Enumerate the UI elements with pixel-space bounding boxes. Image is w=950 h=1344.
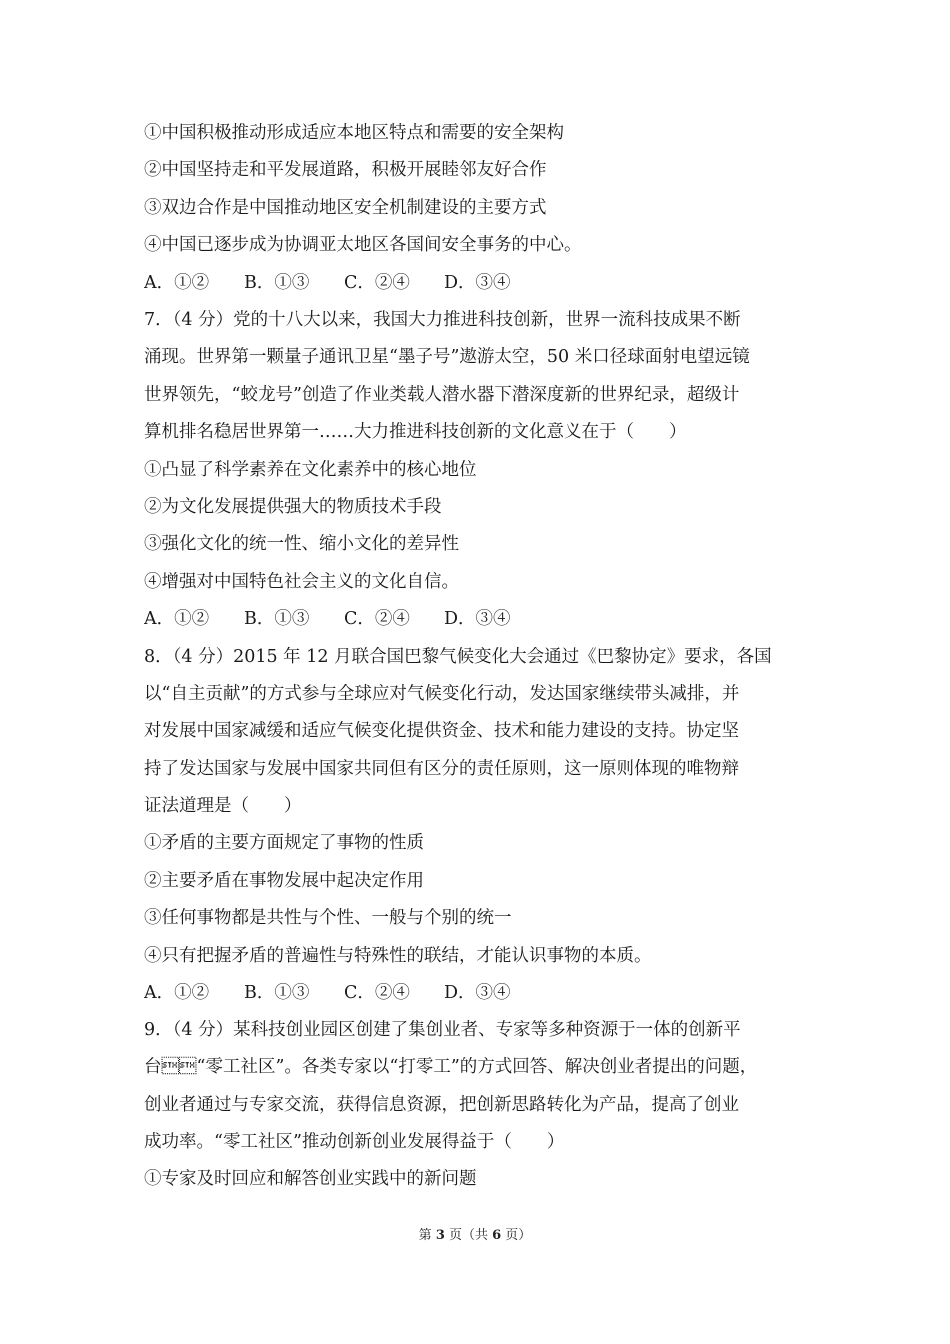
choice-a: A．①② — [144, 609, 210, 629]
footer-suffix: 页） — [501, 1228, 532, 1243]
q7-option-3: ③强化文化的统一性、缩小文化的差异性 — [144, 534, 459, 554]
q8-stem-line-5: 证法道理是（ ） — [144, 796, 302, 816]
q9-stem-line-2: 台“零工社区”。各类专家以“打零工”的方式回答、解决创业者提出的问题， — [144, 1057, 758, 1077]
q8-stem-line-1: 8．（4 分）2015 年 12 月联合国巴黎气候变化大会通过《巴黎协定》要求，各国 — [144, 647, 772, 667]
q8-option-4: ④只有把握矛盾的普遍性与特殊性的联结，才能认识事物的本质。 — [144, 946, 652, 966]
choice-d: D．③④ — [444, 273, 511, 293]
q6-answer-choices — [144, 271, 814, 295]
q8-stem-line-3: 对发展中国家减缓和适应气候变化提供资金、技术和能力建设的支持。协定坚 — [144, 721, 739, 741]
q8-option-1: ①矛盾的主要方面规定了事物的性质 — [144, 833, 424, 853]
q6-option-1: ①中国积极推动形成适应本地区特点和需要的安全架构 — [144, 123, 564, 143]
footer-total-pages: 6 — [492, 1228, 502, 1243]
q7-stem-line-2: 涌现。世界第一颗量子通讯卫星“墨子号”遨游太空，50 米口径球面射电望远镜 — [144, 347, 750, 367]
choice-a: A．①② — [144, 273, 210, 293]
choice-d: D．③④ — [444, 609, 511, 629]
q9-stem-line-1: 9．（4 分）某科技创业园区创建了集创业者、专家等多种资源于一体的创新平 — [144, 1020, 741, 1040]
q6-option-3: ③双边合作是中国推动地区安全机制建设的主要方式 — [144, 198, 547, 218]
choice-c: C．②④ — [344, 273, 410, 293]
choice-d: D．③④ — [444, 983, 511, 1003]
choice-b: B．①③ — [244, 273, 310, 293]
choice-c: C．②④ — [344, 609, 410, 629]
q7-option-1: ①凸显了科学素养在文化素养中的核心地位 — [144, 460, 477, 480]
q6-option-4: ④中国已逐步成为协调亚太地区各国间安全事务的中心。 — [144, 235, 582, 255]
q7-stem-line-1: 7．（4 分）党的十八大以来，我国大力推进科技创新，世界一流科技成果不断 — [144, 310, 741, 330]
q7-stem-line-4: 算机排名稳居世界第一……大力推进科技创新的文化意义在于（ ） — [144, 422, 687, 442]
q7-answer-choices — [144, 607, 814, 631]
q8-option-2: ②主要矛盾在事物发展中起决定作用 — [144, 871, 424, 891]
q7-option-2: ②为文化发展提供强大的物质技术手段 — [144, 497, 442, 517]
q8-stem-line-2: 以“自主贡献”的方式参与全球应对气候变化行动，发达国家继续带头减排，并 — [144, 684, 740, 704]
footer-prefix: 第 — [418, 1228, 436, 1243]
footer-page-number: 3 — [435, 1228, 445, 1243]
choice-a: A．①② — [144, 983, 210, 1003]
choice-c: C．②④ — [344, 983, 410, 1003]
q8-option-3: ③任何事物都是共性与个性、一般与个别的统一 — [144, 908, 512, 928]
q9-stem-line-4: 成功率。“零工社区”推动创新创业发展得益于（ ） — [144, 1132, 565, 1152]
q7-option-4: ④增强对中国特色社会主义的文化自信。 — [144, 572, 459, 592]
q9-stem-line-3: 创业者通过与专家交流，获得信息资源，把创新思路转化为产品，提高了创业 — [144, 1095, 739, 1115]
q9-option-1: ①专家及时回应和解答创业实践中的新问题 — [144, 1169, 477, 1189]
q7-stem-line-3: 世界领先，“蛟龙号”创造了作业类载人潜水器下潜深度新的世界纪录，超级计 — [144, 385, 740, 405]
q8-answer-choices — [144, 981, 814, 1005]
q6-option-2: ②中国坚持走和平发展道路，积极开展睦邻友好合作 — [144, 160, 547, 180]
q8-stem-line-4: 持了发达国家与发展中国家共同但有区分的责任原则，这一原则体现的唯物辩 — [144, 759, 739, 779]
choice-b: B．①③ — [244, 983, 310, 1003]
footer-middle: 页（共 — [444, 1228, 493, 1243]
page-footer — [0, 1227, 950, 1245]
choice-b: B．①③ — [244, 609, 310, 629]
